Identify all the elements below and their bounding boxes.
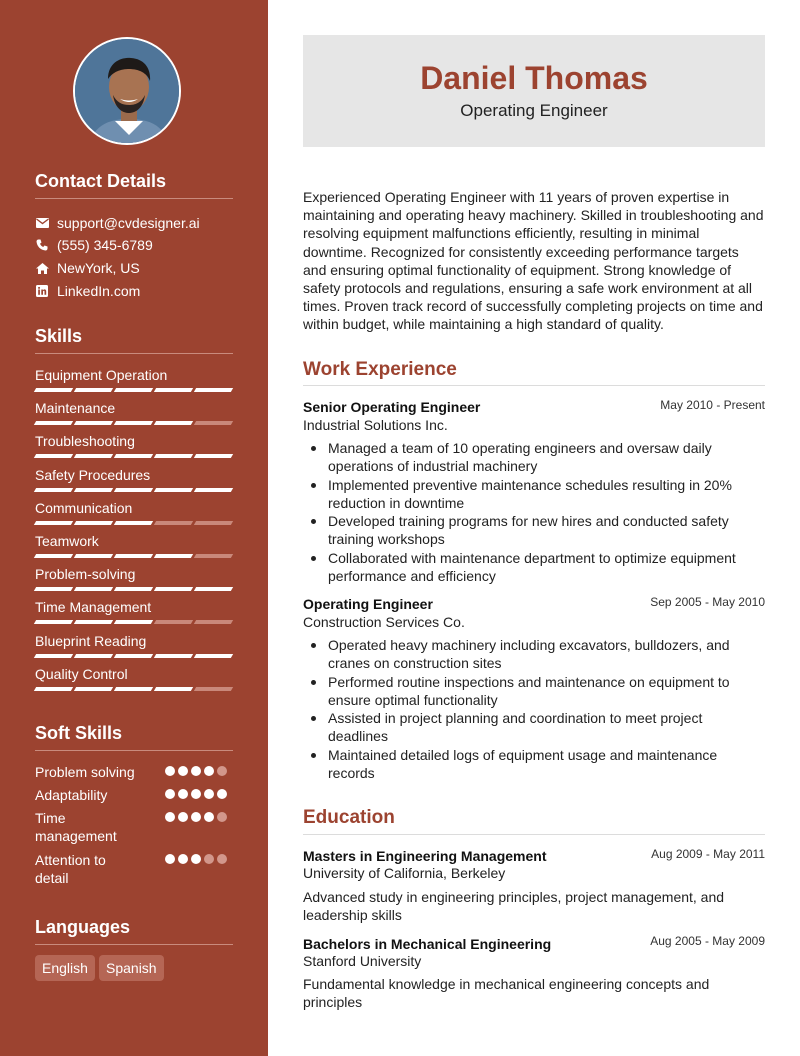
summary-text: Experienced Operating Engineer with 11 years of proven expertise in maintaining and operating heavy machinery. Skilled in troubleshooting and resolving equipment malfunctions efficiently, resulting in minimal downtime. Recognized for consistently exceeding performance targets and ensuring optimal functionality of equipment. Strong knowledge of safety protocols and regulations, ensuring a safe work environment at all times. Proven track record of successfully completing projects on time and within budget, while maintaining a high standard of quality.: [303, 189, 764, 333]
header: [303, 35, 765, 147]
skill-level-segment: [154, 554, 193, 558]
soft-skill-rating: [165, 854, 227, 864]
skill-level-segment: [194, 521, 233, 525]
skill-level-segment: [114, 421, 153, 425]
work-divider: [303, 385, 765, 386]
contact-location: [35, 260, 140, 276]
soft-skill-label: Time management: [35, 810, 117, 844]
skill-label: Maintenance: [35, 400, 116, 417]
list-item: Performed routine inspections and maintenance on equipment to ensure optimal functionality: [328, 673, 748, 709]
soft-skill-item: [35, 786, 233, 804]
rating-dot: [165, 854, 175, 864]
skill-item: [35, 500, 233, 525]
languages-divider: [35, 944, 233, 945]
rating-dot: [191, 812, 201, 822]
rating-dot: [217, 854, 227, 864]
rating-dot: [204, 854, 214, 864]
skill-item: [35, 400, 233, 425]
skill-level-bar: [35, 554, 233, 558]
soft-skill-label: Adaptability: [35, 787, 108, 803]
degree-title: Masters in Engineering Management: [303, 848, 547, 864]
contact-linkedin-text: LinkedIn.com: [57, 283, 141, 299]
skill-label: Equipment Operation: [35, 367, 168, 383]
skill-level-segment: [114, 654, 153, 658]
skill-label: Problem-solving: [35, 566, 136, 583]
skill-level-segment: [194, 620, 233, 624]
soft-skill-rating: [165, 812, 227, 822]
soft-skills-divider: [35, 750, 233, 751]
skill-level-segment: [74, 687, 113, 691]
skill-level-segment: [114, 554, 153, 558]
job-company: Industrial Solutions Inc.: [303, 417, 448, 433]
skill-level-segment: [74, 421, 113, 425]
rating-dot: [178, 812, 188, 822]
soft-skill-rating: [165, 789, 227, 799]
skill-level-bar: [35, 521, 233, 525]
languages-section-title: Languages: [35, 917, 131, 937]
skill-level-segment: [34, 488, 73, 492]
list-item: Collaborated with maintenance department to optimize equipment performance and efficiency: [328, 549, 748, 585]
contact-phone[interactable]: [35, 237, 153, 253]
soft-skill-rating: [165, 766, 227, 776]
contact-section-title: Contact Details: [35, 171, 167, 191]
skill-level-bar: [35, 654, 233, 658]
contact-email[interactable]: [35, 215, 200, 231]
candidate-title: Operating Engineer: [460, 101, 608, 120]
skill-label: Troubleshooting: [35, 433, 135, 450]
soft-skill-item: [35, 851, 233, 887]
soft-skills-section-title: Soft Skills: [35, 723, 123, 743]
rating-dot: [204, 812, 214, 822]
skills-section-title: Skills: [35, 326, 83, 346]
rating-dot: [217, 766, 227, 776]
skill-level-segment: [194, 554, 233, 558]
skill-level-segment: [34, 654, 73, 658]
rating-dot: [178, 789, 188, 799]
skill-level-segment: [114, 488, 153, 492]
skill-level-segment: [74, 620, 113, 624]
job-dates: May 2010 - Present: [660, 398, 765, 412]
school-name: University of California, Berkeley: [303, 865, 506, 881]
skill-level-segment: [34, 687, 73, 691]
school-name: Stanford University: [303, 953, 422, 969]
skill-item: [35, 633, 233, 658]
skill-item: [35, 367, 233, 392]
rating-dot: [191, 854, 201, 864]
skills-divider: [35, 353, 233, 354]
job-company: Construction Services Co.: [303, 614, 465, 630]
home-icon: [35, 261, 49, 275]
skill-level-segment: [114, 454, 153, 458]
skill-label: Time Management: [35, 599, 152, 616]
skill-level-segment: [34, 521, 73, 525]
skill-label: Teamwork: [35, 533, 99, 549]
skill-level-segment: [154, 454, 193, 458]
list-item: Operated heavy machinery including excavators, bulldozers, and cranes on construction sites: [328, 636, 748, 672]
degree-dates: Aug 2005 - May 2009: [650, 934, 765, 948]
soft-skill-item: [35, 809, 233, 845]
skill-level-segment: [34, 554, 73, 558]
skill-level-segment: [194, 421, 233, 425]
sidebar: [0, 0, 268, 1056]
skill-level-segment: [34, 587, 73, 591]
contact-email-text: support@cvdesigner.ai: [57, 215, 200, 231]
skill-level-segment: [74, 654, 113, 658]
list-item: Assisted in project planning and coordination to meet project deadlines: [328, 709, 748, 745]
skill-level-bar: [35, 421, 233, 425]
rating-dot: [204, 766, 214, 776]
degree-description: Fundamental knowledge in mechanical engineering concepts and principles: [303, 976, 710, 1011]
skill-level-segment: [34, 454, 73, 458]
rating-dot: [178, 766, 188, 776]
contact-phone-text: (555) 345-6789: [57, 237, 153, 253]
skill-level-segment: [194, 687, 233, 691]
job-bullets: [328, 636, 748, 782]
skill-level-segment: [114, 687, 153, 691]
list-item: Implemented preventive maintenance schedules resulting in 20% reduction in downtime: [328, 476, 748, 512]
skill-level-segment: [154, 388, 193, 392]
skill-level-segment: [74, 521, 113, 525]
skill-item: [35, 533, 233, 558]
skill-level-segment: [114, 620, 153, 624]
skill-label: Communication: [35, 499, 133, 516]
rating-dot: [191, 766, 201, 776]
work-section-title: Work Experience: [303, 359, 457, 380]
job-title: Operating Engineer: [303, 596, 433, 612]
skill-level-segment: [154, 521, 193, 525]
list-item: Maintained detailed logs of equipment usage and maintenance records: [328, 746, 748, 782]
language-tag: Spanish: [99, 955, 164, 981]
skill-item: [35, 666, 233, 691]
soft-skill-label: Problem solving: [35, 764, 135, 780]
rating-dot: [217, 789, 227, 799]
degree-dates: Aug 2009 - May 2011: [651, 847, 765, 861]
skill-level-segment: [114, 587, 153, 591]
skill-item: [35, 467, 233, 492]
skill-level-bar: [35, 388, 233, 392]
skill-item: [35, 433, 233, 458]
list-item: Developed training programs for new hires and conducted safety training workshops: [328, 512, 748, 548]
skill-level-bar: [35, 587, 233, 591]
rating-dot: [165, 789, 175, 799]
skill-level-segment: [34, 620, 73, 624]
job-dates: Sep 2005 - May 2010: [650, 595, 765, 609]
education-section-title: Education: [303, 807, 395, 828]
skill-label: Quality Control: [35, 665, 128, 682]
rating-dot: [165, 812, 175, 822]
skill-level-segment: [194, 454, 233, 458]
skill-level-bar: [35, 488, 233, 492]
contact-linkedin[interactable]: [35, 283, 140, 299]
avatar-illustration: [75, 39, 181, 145]
skill-level-segment: [154, 654, 193, 658]
candidate-name: Daniel Thomas: [420, 60, 648, 96]
phone-icon: [35, 238, 49, 252]
contact-location-text: NewYork, US: [57, 260, 140, 276]
skill-level-segment: [74, 488, 113, 492]
language-tag: English: [35, 955, 95, 981]
skill-level-segment: [154, 620, 193, 624]
skill-level-segment: [114, 521, 153, 525]
soft-skill-label: Attention to detail: [35, 852, 106, 886]
skill-level-segment: [154, 687, 193, 691]
skill-level-segment: [194, 388, 233, 392]
skill-level-segment: [74, 587, 113, 591]
job-bullets: [328, 439, 748, 585]
skill-level-bar: [35, 620, 233, 624]
skill-level-segment: [114, 388, 153, 392]
rating-dot: [178, 854, 188, 864]
soft-skill-item: [35, 763, 233, 781]
skill-level-segment: [194, 587, 233, 591]
list-item: Managed a team of 10 operating engineers and oversaw daily operations of industrial machinery: [328, 439, 748, 475]
skill-level-bar: [35, 687, 233, 691]
linkedin-icon: [35, 284, 49, 298]
job-title: Senior Operating Engineer: [303, 399, 481, 415]
education-divider: [303, 834, 765, 835]
skill-label: Blueprint Reading: [35, 632, 147, 649]
rating-dot: [217, 812, 227, 822]
skill-level-segment: [34, 388, 73, 392]
skill-level-segment: [74, 554, 113, 558]
skill-level-segment: [154, 587, 193, 591]
rating-dot: [191, 789, 201, 799]
skill-level-segment: [74, 454, 113, 458]
skill-level-segment: [74, 388, 113, 392]
rating-dot: [165, 766, 175, 776]
degree-title: Bachelors in Mechanical Engineering: [303, 936, 552, 952]
envelope-icon: [35, 216, 49, 230]
skill-item: [35, 599, 233, 624]
skill-item: [35, 566, 233, 591]
contact-divider: [35, 198, 233, 199]
degree-description: Advanced study in engineering principles, project management, and leadership skills: [303, 889, 725, 924]
skill-level-bar: [35, 454, 233, 458]
skill-level-segment: [194, 654, 233, 658]
skill-level-segment: [34, 421, 73, 425]
skill-level-segment: [154, 488, 193, 492]
profile-photo: [73, 37, 181, 145]
skill-label: Safety Procedures: [35, 466, 151, 483]
rating-dot: [204, 789, 214, 799]
skill-level-segment: [194, 488, 233, 492]
skill-level-segment: [154, 421, 193, 425]
